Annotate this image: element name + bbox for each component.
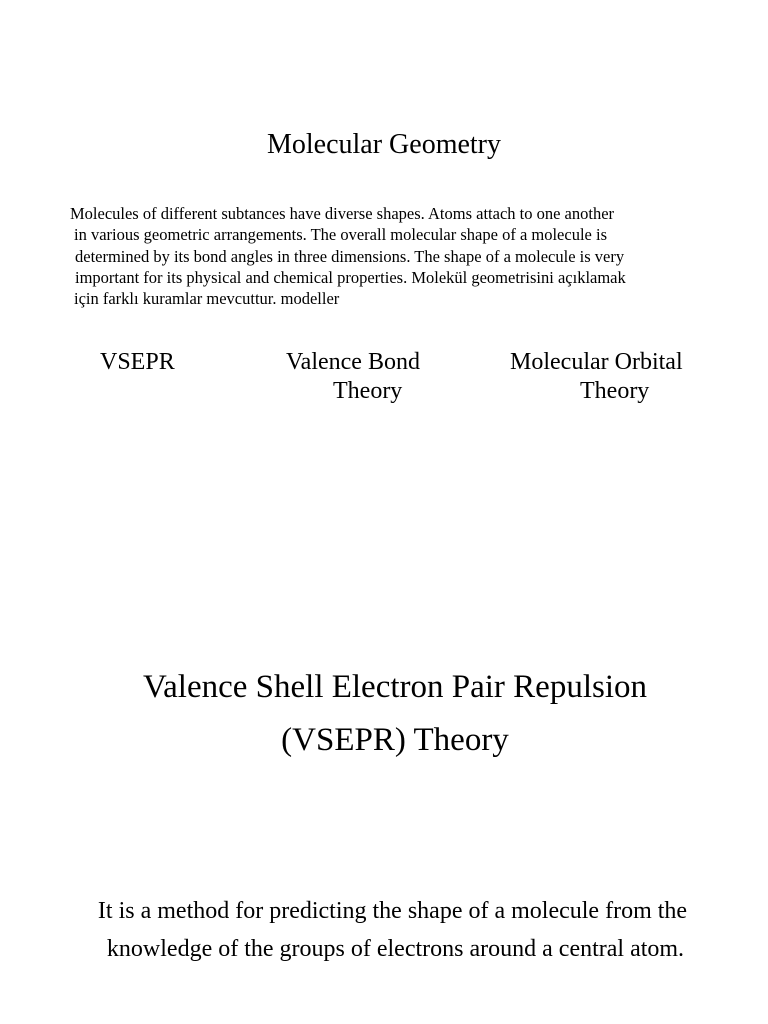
intro-line: in various geometric arrangements. The overall molecular shape of a molecule is <box>74 225 607 245</box>
intro-line: Molecules of different subtances have diverse shapes. Atoms attach to one another <box>70 204 615 223</box>
model-vsepr <box>100 348 175 377</box>
model-molecular-orbital <box>510 348 683 406</box>
model-valence-bond <box>286 348 420 406</box>
model-valence-bond-label: Valence Bond <box>286 349 420 375</box>
model-molecular-orbital-label-2: Theory <box>580 378 650 404</box>
definition-line: It is a method for predicting the shape of a molecule from the <box>97 898 688 924</box>
model-valence-bond-label-2: Theory <box>333 378 403 404</box>
intro-line: important for its physical and chemical properties. Molekül geometrisini açıklamak <box>75 267 626 287</box>
model-vsepr-label: VSEPR <box>100 349 175 375</box>
vsepr-heading <box>0 661 768 767</box>
intro-line: determined by its bond angles in three dimensions. The shape of a molecule is very <box>75 246 625 266</box>
intro-paragraph <box>68 203 724 309</box>
intro-line: için farklı kuramlar mevcuttur. modeller <box>74 289 340 309</box>
vsepr-heading-line: Valence Shell Electron Pair Repulsion <box>142 669 648 705</box>
definition-line: knowledge of the groups of electrons around a central atom. <box>106 936 685 962</box>
vsepr-definition <box>0 892 768 968</box>
vsepr-heading-line: (VSEPR) Theory <box>281 722 509 758</box>
model-molecular-orbital-label: Molecular Orbital <box>510 349 683 375</box>
page-title: Molecular Geometry <box>266 129 502 160</box>
